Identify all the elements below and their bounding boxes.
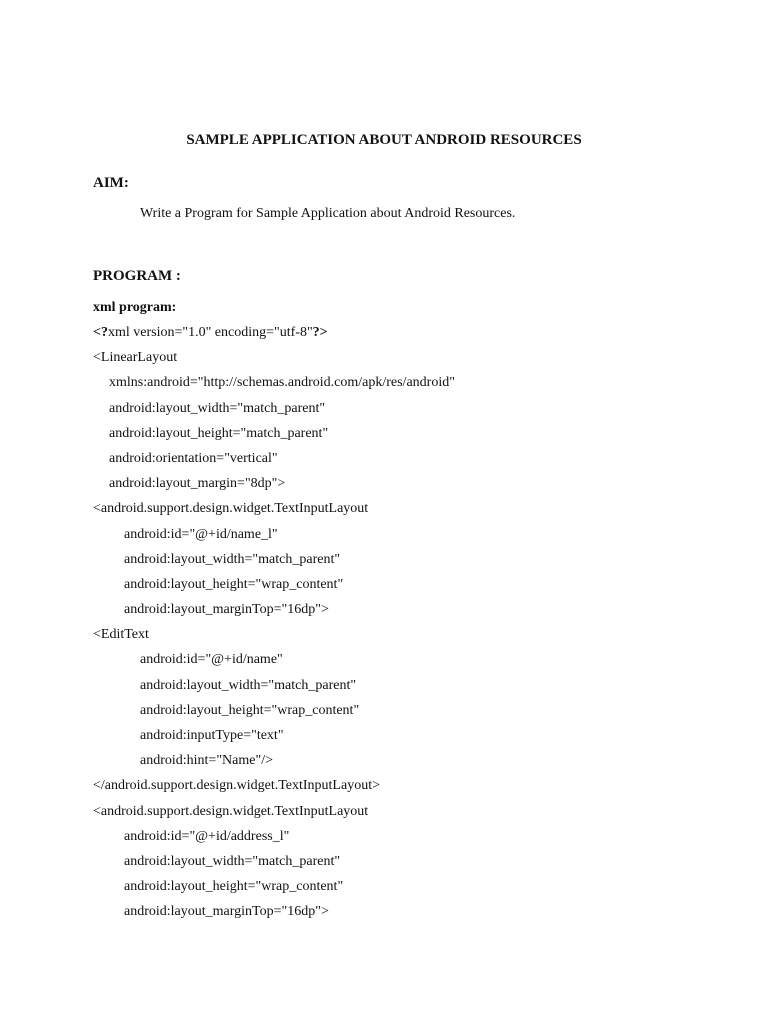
code-line: xmlns:android="http://schemas.android.com/apk/res/android": [109, 375, 455, 391]
code-line: android:id="@+id/name": [140, 652, 283, 668]
code-line: </android.support.design.widget.TextInputLayout>: [93, 778, 380, 794]
xml-declaration-line: [93, 323, 455, 348]
code-line: android:layout_width="match_parent": [109, 400, 326, 416]
code-line: android:layout_marginTop="16dp">: [124, 904, 329, 920]
code-line: <android.support.design.widget.TextInputLayout: [93, 501, 369, 517]
page-title: SAMPLE APPLICATION ABOUT ANDROID RESOURCES: [186, 132, 582, 148]
code-line: android:id="@+id/address_l": [124, 828, 290, 844]
code-line: android:layout_width="match_parent": [124, 551, 341, 567]
code-line: android:layout_margin="8dp">: [109, 476, 286, 492]
code-line: android:layout_height="match_parent": [109, 425, 329, 441]
aim-heading: AIM:: [93, 175, 129, 191]
xml-code-block: [93, 323, 455, 928]
xml-program-subheading: xml program:: [93, 300, 177, 315]
xml-decl-open: <?: [93, 325, 108, 340]
code-line: android:layout_height="wrap_content": [124, 576, 344, 592]
code-line: android:layout_width="match_parent": [140, 677, 357, 693]
program-heading: PROGRAM :: [93, 268, 181, 284]
code-line: android:layout_height="wrap_content": [124, 879, 344, 895]
code-line: android:inputType="text": [140, 728, 284, 743]
code-line: <LinearLayout: [93, 350, 178, 366]
code-line: android:layout_marginTop="16dp">: [124, 602, 329, 618]
code-line: android:layout_width="match_parent": [124, 853, 341, 869]
code-line: android:layout_height="wrap_content": [140, 702, 360, 718]
code-line: android:orientation="vertical": [109, 450, 278, 466]
xml-decl-close: ?>: [312, 325, 328, 340]
code-line: <EditText: [93, 627, 149, 643]
aim-text: Write a Program for Sample Application about Android Resources.: [140, 206, 516, 221]
code-line: android:hint="Name"/>: [140, 753, 273, 769]
xml-decl-body: xml version="1.0" encoding="utf-8": [107, 325, 313, 340]
code-line: android:id="@+id/name_l": [124, 526, 278, 542]
code-line: <android.support.design.widget.TextInputLayout: [93, 803, 369, 819]
